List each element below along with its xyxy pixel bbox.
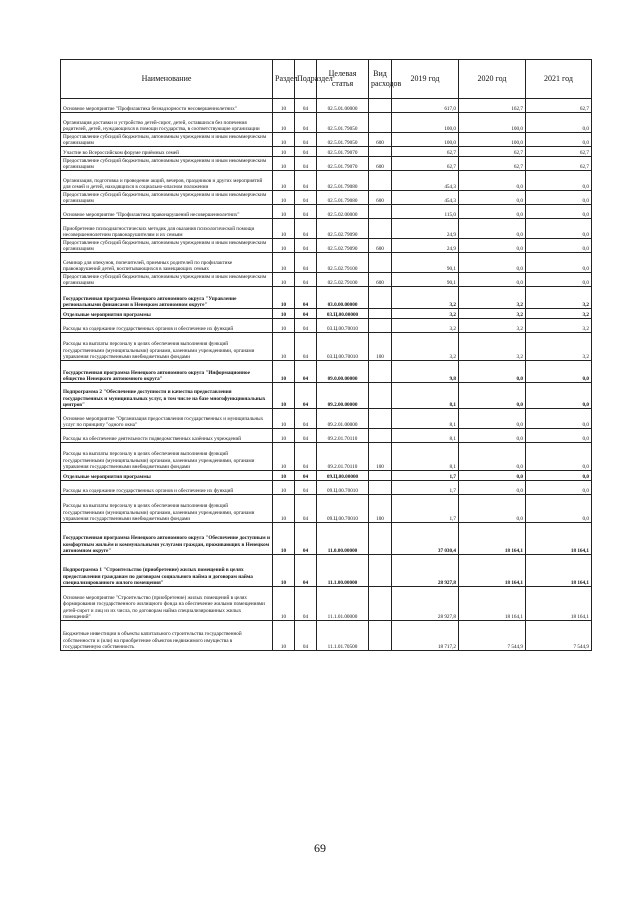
row-value-2021: 0,0: [526, 443, 592, 471]
row-target-code: 02.5.02.79100: [317, 253, 369, 273]
row-section: 10: [273, 309, 295, 319]
row-value-2020: 0,0: [459, 273, 526, 287]
row-expense-type: [369, 205, 392, 219]
header-name: Наименование: [61, 60, 273, 99]
table-row: [61, 621, 592, 651]
row-section: 10: [273, 333, 295, 361]
row-section: 10: [273, 171, 295, 191]
row-section: 10: [273, 383, 295, 409]
row-value-2021: 0,0: [526, 361, 592, 383]
row-target-code: 11.0.00.00000: [317, 523, 369, 555]
row-name: Отдельные мероприятия программы: [61, 309, 273, 319]
row-value-2019: 617,0: [392, 99, 459, 113]
row-section: 10: [273, 147, 295, 157]
table-row: [61, 471, 592, 481]
table-row: [61, 147, 592, 157]
row-value-2021: 0,0: [526, 471, 592, 481]
table-row: [61, 99, 592, 113]
row-section: 10: [273, 481, 295, 495]
row-target-code: 02.5.01.79050: [317, 133, 369, 147]
table-row: [61, 383, 592, 409]
row-value-2020: 0,0: [459, 171, 526, 191]
table-row: [61, 361, 592, 383]
row-value-2019: 8,1: [392, 443, 459, 471]
row-value-2019: 90,1: [392, 253, 459, 273]
row-target-code: 09.Ц.00.70010: [317, 481, 369, 495]
row-subsection: 04: [295, 443, 317, 471]
row-value-2019: 1,7: [392, 495, 459, 523]
row-value-2019: 90,1: [392, 273, 459, 287]
row-value-2020: 100,0: [459, 113, 526, 133]
row-target-code: 02.5.02.00000: [317, 205, 369, 219]
row-value-2020: 0,0: [459, 495, 526, 523]
row-subsection: 04: [295, 157, 317, 171]
row-subsection: 04: [295, 523, 317, 555]
row-value-2021: 0,0: [526, 219, 592, 239]
table-header-row: [61, 60, 592, 99]
row-expense-type: [369, 147, 392, 157]
row-section: 10: [273, 523, 295, 555]
row-value-2021: 62,7: [526, 147, 592, 157]
row-expense-type: 100: [369, 443, 392, 471]
row-target-code: 03.Ц.00.70010: [317, 319, 369, 333]
row-section: 10: [273, 253, 295, 273]
header-section: Раздел: [273, 60, 295, 99]
row-target-code: 02.5.02.79100: [317, 273, 369, 287]
row-name: Подпрограмма 2 "Обеспечение доступности и качества предоставления государственных и муниципальных услуг, в том числе на базе многофункциональных центров": [61, 383, 273, 409]
row-value-2020: 0,0: [459, 361, 526, 383]
row-value-2019: 3,2: [392, 309, 459, 319]
row-section: 10: [273, 319, 295, 333]
row-value-2021: 3,2: [526, 287, 592, 309]
row-value-2020: 0,0: [459, 409, 526, 429]
row-value-2020: 18 164,1: [459, 587, 526, 621]
row-expense-type: [369, 319, 392, 333]
row-subsection: 04: [295, 113, 317, 133]
row-subsection: 04: [295, 383, 317, 409]
row-value-2020: 0,0: [459, 481, 526, 495]
row-expense-type: [369, 361, 392, 383]
row-expense-type: [369, 523, 392, 555]
row-value-2021: 7 544,9: [526, 621, 592, 651]
header-expense-type: Вид расходов: [369, 60, 392, 99]
row-value-2020: 0,0: [459, 253, 526, 273]
row-expense-type: [369, 555, 392, 587]
row-value-2021: 3,2: [526, 309, 592, 319]
row-value-2020: 0,0: [459, 471, 526, 481]
row-name: Отдельные мероприятия программы: [61, 471, 273, 481]
row-section: 10: [273, 287, 295, 309]
row-target-code: 02.5.01.79070: [317, 157, 369, 171]
table-row: [61, 171, 592, 191]
row-value-2019: 454,3: [392, 171, 459, 191]
row-target-code: 02.5.01.79080: [317, 191, 369, 205]
row-section: 10: [273, 157, 295, 171]
table-row: [61, 481, 592, 495]
table-row: [61, 157, 592, 171]
row-value-2019: 8,1: [392, 429, 459, 443]
row-value-2020: 0,0: [459, 443, 526, 471]
row-subsection: 04: [295, 239, 317, 253]
row-expense-type: [369, 171, 392, 191]
row-name: Государственная программа Ненецкого автономного округа "Управление региональными финансами в Ненецком автономном округе": [61, 287, 273, 309]
table-row: [61, 191, 592, 205]
row-name: Расходы на содержание государственных органов и обеспечение их функций: [61, 481, 273, 495]
row-value-2020: 0,0: [459, 383, 526, 409]
row-value-2019: 28 927,8: [392, 587, 459, 621]
table-row: [61, 309, 592, 319]
row-expense-type: [369, 471, 392, 481]
row-name: Подпрограмма 1 "Строительство (приобретение) жилых помещений в целях предоставления гражданам по договорам социального найма и договорам найма специализированного жилого помещения": [61, 555, 273, 587]
row-value-2021: 62,7: [526, 99, 592, 113]
row-value-2019: 28 927,8: [392, 555, 459, 587]
row-value-2019: 24,9: [392, 239, 459, 253]
row-expense-type: [369, 429, 392, 443]
row-value-2020: 0,0: [459, 219, 526, 239]
row-section: 10: [273, 205, 295, 219]
row-value-2020: 100,0: [459, 133, 526, 147]
row-section: 10: [273, 587, 295, 621]
row-section: 10: [273, 495, 295, 523]
row-expense-type: [369, 481, 392, 495]
row-target-code: 03.Ц.00.00000: [317, 309, 369, 319]
row-section: 10: [273, 621, 295, 651]
header-2019: 2019 год: [392, 60, 459, 99]
row-section: 10: [273, 113, 295, 133]
row-target-code: 09.2.01.00000: [317, 409, 369, 429]
table-row: [61, 443, 592, 471]
row-value-2021: 0,0: [526, 239, 592, 253]
row-expense-type: [369, 587, 392, 621]
row-section: 10: [273, 219, 295, 239]
row-expense-type: [369, 113, 392, 133]
budget-table: [60, 59, 592, 651]
row-subsection: 04: [295, 219, 317, 239]
row-target-code: 03.Ц.00.70010: [317, 333, 369, 361]
row-expense-type: 100: [369, 333, 392, 361]
row-expense-type: [369, 99, 392, 113]
row-name: Бюджетные инвестиции в объекты капитального строительства государственной собственности и (или) на приобретение объектов недвижимого имущества в государственную собственность: [61, 621, 273, 651]
row-value-2019: 8,1: [392, 409, 459, 429]
row-subsection: 04: [295, 147, 317, 157]
row-expense-type: [369, 287, 392, 309]
row-name: Основное мероприятие "Профилактика правонарушений несовершеннолетних": [61, 205, 273, 219]
row-value-2020: 18 164,1: [459, 555, 526, 587]
row-name: Приобретение психодиагностических методик для оказания психологической помощи несовершеннолетним правонарушителям и их семьям: [61, 219, 273, 239]
row-subsection: 04: [295, 555, 317, 587]
row-subsection: 04: [295, 471, 317, 481]
row-value-2019: 3,2: [392, 333, 459, 361]
row-name: Семинар для опекунов, попечителей, приемных родителей по профилактике правонарушений детей, воспитывающихся в замещающих семьях: [61, 253, 273, 273]
row-name: Расходы на обеспечение деятельности подведомственных казённых учреждений: [61, 429, 273, 443]
row-value-2021: 0,0: [526, 113, 592, 133]
table-row: [61, 429, 592, 443]
row-target-code: 02.5.02.79090: [317, 219, 369, 239]
row-value-2021: 18 164,1: [526, 555, 592, 587]
row-subsection: 04: [295, 273, 317, 287]
row-value-2020: 3,2: [459, 333, 526, 361]
row-value-2021: 0,0: [526, 383, 592, 409]
table-row: [61, 409, 592, 429]
row-value-2020: 0,0: [459, 191, 526, 205]
row-target-code: 02.5.01.79050: [317, 113, 369, 133]
row-name: Участие во Всероссийском форуме приёмных семей: [61, 147, 273, 157]
row-name: Основное мероприятие "Профилактика безнадзорности несовершеннолетних": [61, 99, 273, 113]
row-value-2021: 0,0: [526, 171, 592, 191]
row-section: 10: [273, 191, 295, 205]
row-name: Основное мероприятие "Организация предоставления государственных и муниципальных услуг по принципу "одного окна": [61, 409, 273, 429]
row-name: Предоставление субсидий бюджетным, автономным учреждениям и иным некоммерческим организациям: [61, 191, 273, 205]
row-value-2021: 3,2: [526, 319, 592, 333]
row-section: 10: [273, 429, 295, 443]
row-value-2020: 0,0: [459, 205, 526, 219]
table-row: [61, 253, 592, 273]
row-target-code: 11.1.01.00000: [317, 587, 369, 621]
table-row: [61, 219, 592, 239]
row-value-2020: 62,7: [459, 157, 526, 171]
row-subsection: 04: [295, 191, 317, 205]
row-target-code: 09.0.00.00000: [317, 361, 369, 383]
row-value-2019: 454,3: [392, 191, 459, 205]
row-target-code: 11.1.01.70500: [317, 621, 369, 651]
row-value-2020: 3,2: [459, 319, 526, 333]
row-value-2021: 18 164,1: [526, 587, 592, 621]
row-target-code: 02.5.01.00000: [317, 99, 369, 113]
row-name: Расходы на выплаты персоналу в целях обеспечения выполнения функций государственными (муниципальными) органами, казенными учреждениями, органами управления государственными внебюджетными фондами: [61, 495, 273, 523]
row-target-code: 02.5.01.79080: [317, 171, 369, 191]
row-expense-type: [369, 383, 392, 409]
row-value-2019: 1,7: [392, 471, 459, 481]
row-section: 10: [273, 361, 295, 383]
page-number: 69: [314, 841, 326, 855]
row-value-2019: 62,7: [392, 157, 459, 171]
row-value-2021: 0,0: [526, 495, 592, 523]
row-subsection: 04: [295, 99, 317, 113]
row-value-2021: 3,2: [526, 333, 592, 361]
row-value-2021: 0,0: [526, 191, 592, 205]
row-value-2021: 0,0: [526, 273, 592, 287]
row-subsection: 04: [295, 171, 317, 191]
row-subsection: 04: [295, 361, 317, 383]
row-name: Основное мероприятие "Строительство (приобретение) жилых помещений в целях формирования государственного жилищного фонда на обеспечение жилыми помещениями детей-сирот и лиц из их числа, по договорам найма специализированных жилых помещений": [61, 587, 273, 621]
table-row: [61, 133, 592, 147]
header-subsection: Подраздел: [295, 60, 317, 99]
row-expense-type: 600: [369, 191, 392, 205]
row-subsection: 04: [295, 621, 317, 651]
row-target-code: 02.5.01.79070: [317, 147, 369, 157]
row-expense-type: 600: [369, 273, 392, 287]
row-section: 10: [273, 555, 295, 587]
row-expense-type: 100: [369, 495, 392, 523]
row-target-code: 11.1.00.00000: [317, 555, 369, 587]
row-section: 10: [273, 409, 295, 429]
row-expense-type: [369, 409, 392, 429]
row-value-2020: 0,0: [459, 239, 526, 253]
row-name: Предоставление субсидий бюджетным, автономным учреждениям и иным некоммерческим организациям: [61, 239, 273, 253]
row-expense-type: 600: [369, 239, 392, 253]
table-row: [61, 113, 592, 133]
row-name: Расходы на выплаты персоналу в целях обеспечения выполнения функций государственными (муниципальными) органами, казенными учреждениями, органами управления государственными внебюджетными фондами: [61, 333, 273, 361]
row-value-2019: 100,0: [392, 133, 459, 147]
row-value-2020: 18 164,1: [459, 523, 526, 555]
table-row: [61, 495, 592, 523]
row-value-2020: 3,2: [459, 287, 526, 309]
row-value-2020: 0,0: [459, 429, 526, 443]
row-expense-type: [369, 309, 392, 319]
row-subsection: 04: [295, 309, 317, 319]
row-value-2021: 0,0: [526, 409, 592, 429]
row-value-2019: 100,0: [392, 113, 459, 133]
row-subsection: 04: [295, 587, 317, 621]
row-section: 10: [273, 133, 295, 147]
table-row: [61, 287, 592, 309]
row-section: 10: [273, 239, 295, 253]
row-value-2020: 162,7: [459, 99, 526, 113]
row-value-2020: 7 544,9: [459, 621, 526, 651]
row-name: Государственная программа Ненецкого автономного округа "Информационное общество Ненецкого автономного округа": [61, 361, 273, 383]
row-expense-type: 600: [369, 157, 392, 171]
row-value-2019: 8,1: [392, 383, 459, 409]
row-value-2020: 62,7: [459, 147, 526, 157]
row-value-2019: 3,2: [392, 287, 459, 309]
row-subsection: 04: [295, 287, 317, 309]
row-target-code: 09.Ц.00.70010: [317, 495, 369, 523]
row-value-2021: 0,0: [526, 481, 592, 495]
row-section: 10: [273, 443, 295, 471]
row-value-2021: 62,7: [526, 157, 592, 171]
row-name: Организация, подготовка и проведение акций, вечеров, праздников и других мероприятий для семей и детей, находящихся в социально-опасном положении: [61, 171, 273, 191]
row-subsection: 04: [295, 253, 317, 273]
row-name: Предоставление субсидий бюджетным, автономным учреждениям и иным некоммерческим организациям: [61, 273, 273, 287]
row-subsection: 04: [295, 133, 317, 147]
row-expense-type: 600: [369, 133, 392, 147]
row-name: Расходы на содержание государственных органов и обеспечение их функций: [61, 319, 273, 333]
row-value-2021: 0,0: [526, 133, 592, 147]
row-value-2019: 115,0: [392, 205, 459, 219]
row-expense-type: [369, 621, 392, 651]
row-value-2021: 18 164,1: [526, 523, 592, 555]
row-target-code: 09.2.00.00000: [317, 383, 369, 409]
row-target-code: 03.0.00.00000: [317, 287, 369, 309]
row-value-2020: 3,2: [459, 309, 526, 319]
row-target-code: 09.Ц.00.00000: [317, 471, 369, 481]
row-name: Организация доставки и устройство детей-сирот, детей, оставшихся без попечения родителей, детей, нуждающихся в помощи государства, в соответствующие организации: [61, 113, 273, 133]
row-value-2019: 9,8: [392, 361, 459, 383]
row-value-2021: 0,0: [526, 253, 592, 273]
table-row: [61, 587, 592, 621]
table-row: [61, 333, 592, 361]
row-value-2019: 62,7: [392, 147, 459, 157]
row-value-2019: 1,7: [392, 481, 459, 495]
table-row: [61, 205, 592, 219]
row-name: Государственная программа Ненецкого автономного округа "Обеспечение доступным и комфортным жильём и коммунальными услугами граждан, проживающих в Ненецком автономном округе": [61, 523, 273, 555]
table-row: [61, 523, 592, 555]
table-row: [61, 319, 592, 333]
row-target-code: 02.5.02.79090: [317, 239, 369, 253]
row-expense-type: [369, 219, 392, 239]
header-2020: 2020 год: [459, 60, 526, 99]
row-section: 10: [273, 99, 295, 113]
row-value-2021: 0,0: [526, 205, 592, 219]
row-target-code: 09.2.01.70110: [317, 443, 369, 471]
header-target: Целевая статья: [317, 60, 369, 99]
row-subsection: 04: [295, 333, 317, 361]
row-section: 10: [273, 471, 295, 481]
row-subsection: 04: [295, 205, 317, 219]
row-value-2019: 24,9: [392, 219, 459, 239]
row-value-2019: 37 030,4: [392, 523, 459, 555]
row-name: Предоставление субсидий бюджетным, автономным учреждениям и иным некоммерческим организациям: [61, 157, 273, 171]
row-subsection: 04: [295, 409, 317, 429]
header-2021: 2021 год: [526, 60, 592, 99]
table-row: [61, 555, 592, 587]
table-row: [61, 273, 592, 287]
table-row: [61, 239, 592, 253]
row-name: Предоставление субсидий бюджетным, автономным учреждениям и иным некоммерческим организациям: [61, 133, 273, 147]
row-subsection: 04: [295, 429, 317, 443]
row-subsection: 04: [295, 481, 317, 495]
row-target-code: 09.2.01.70110: [317, 429, 369, 443]
row-value-2019: 18 717,2: [392, 621, 459, 651]
row-value-2021: 0,0: [526, 429, 592, 443]
row-value-2019: 3,2: [392, 319, 459, 333]
row-expense-type: [369, 253, 392, 273]
table-body: [61, 99, 592, 651]
row-name: Расходы на выплаты персоналу в целях обеспечения выполнения функций государственными (муниципальными) органами, казенными учреждениями, органами управления государственными внебюджетными фондами: [61, 443, 273, 471]
row-subsection: 04: [295, 319, 317, 333]
row-section: 10: [273, 273, 295, 287]
row-subsection: 04: [295, 495, 317, 523]
